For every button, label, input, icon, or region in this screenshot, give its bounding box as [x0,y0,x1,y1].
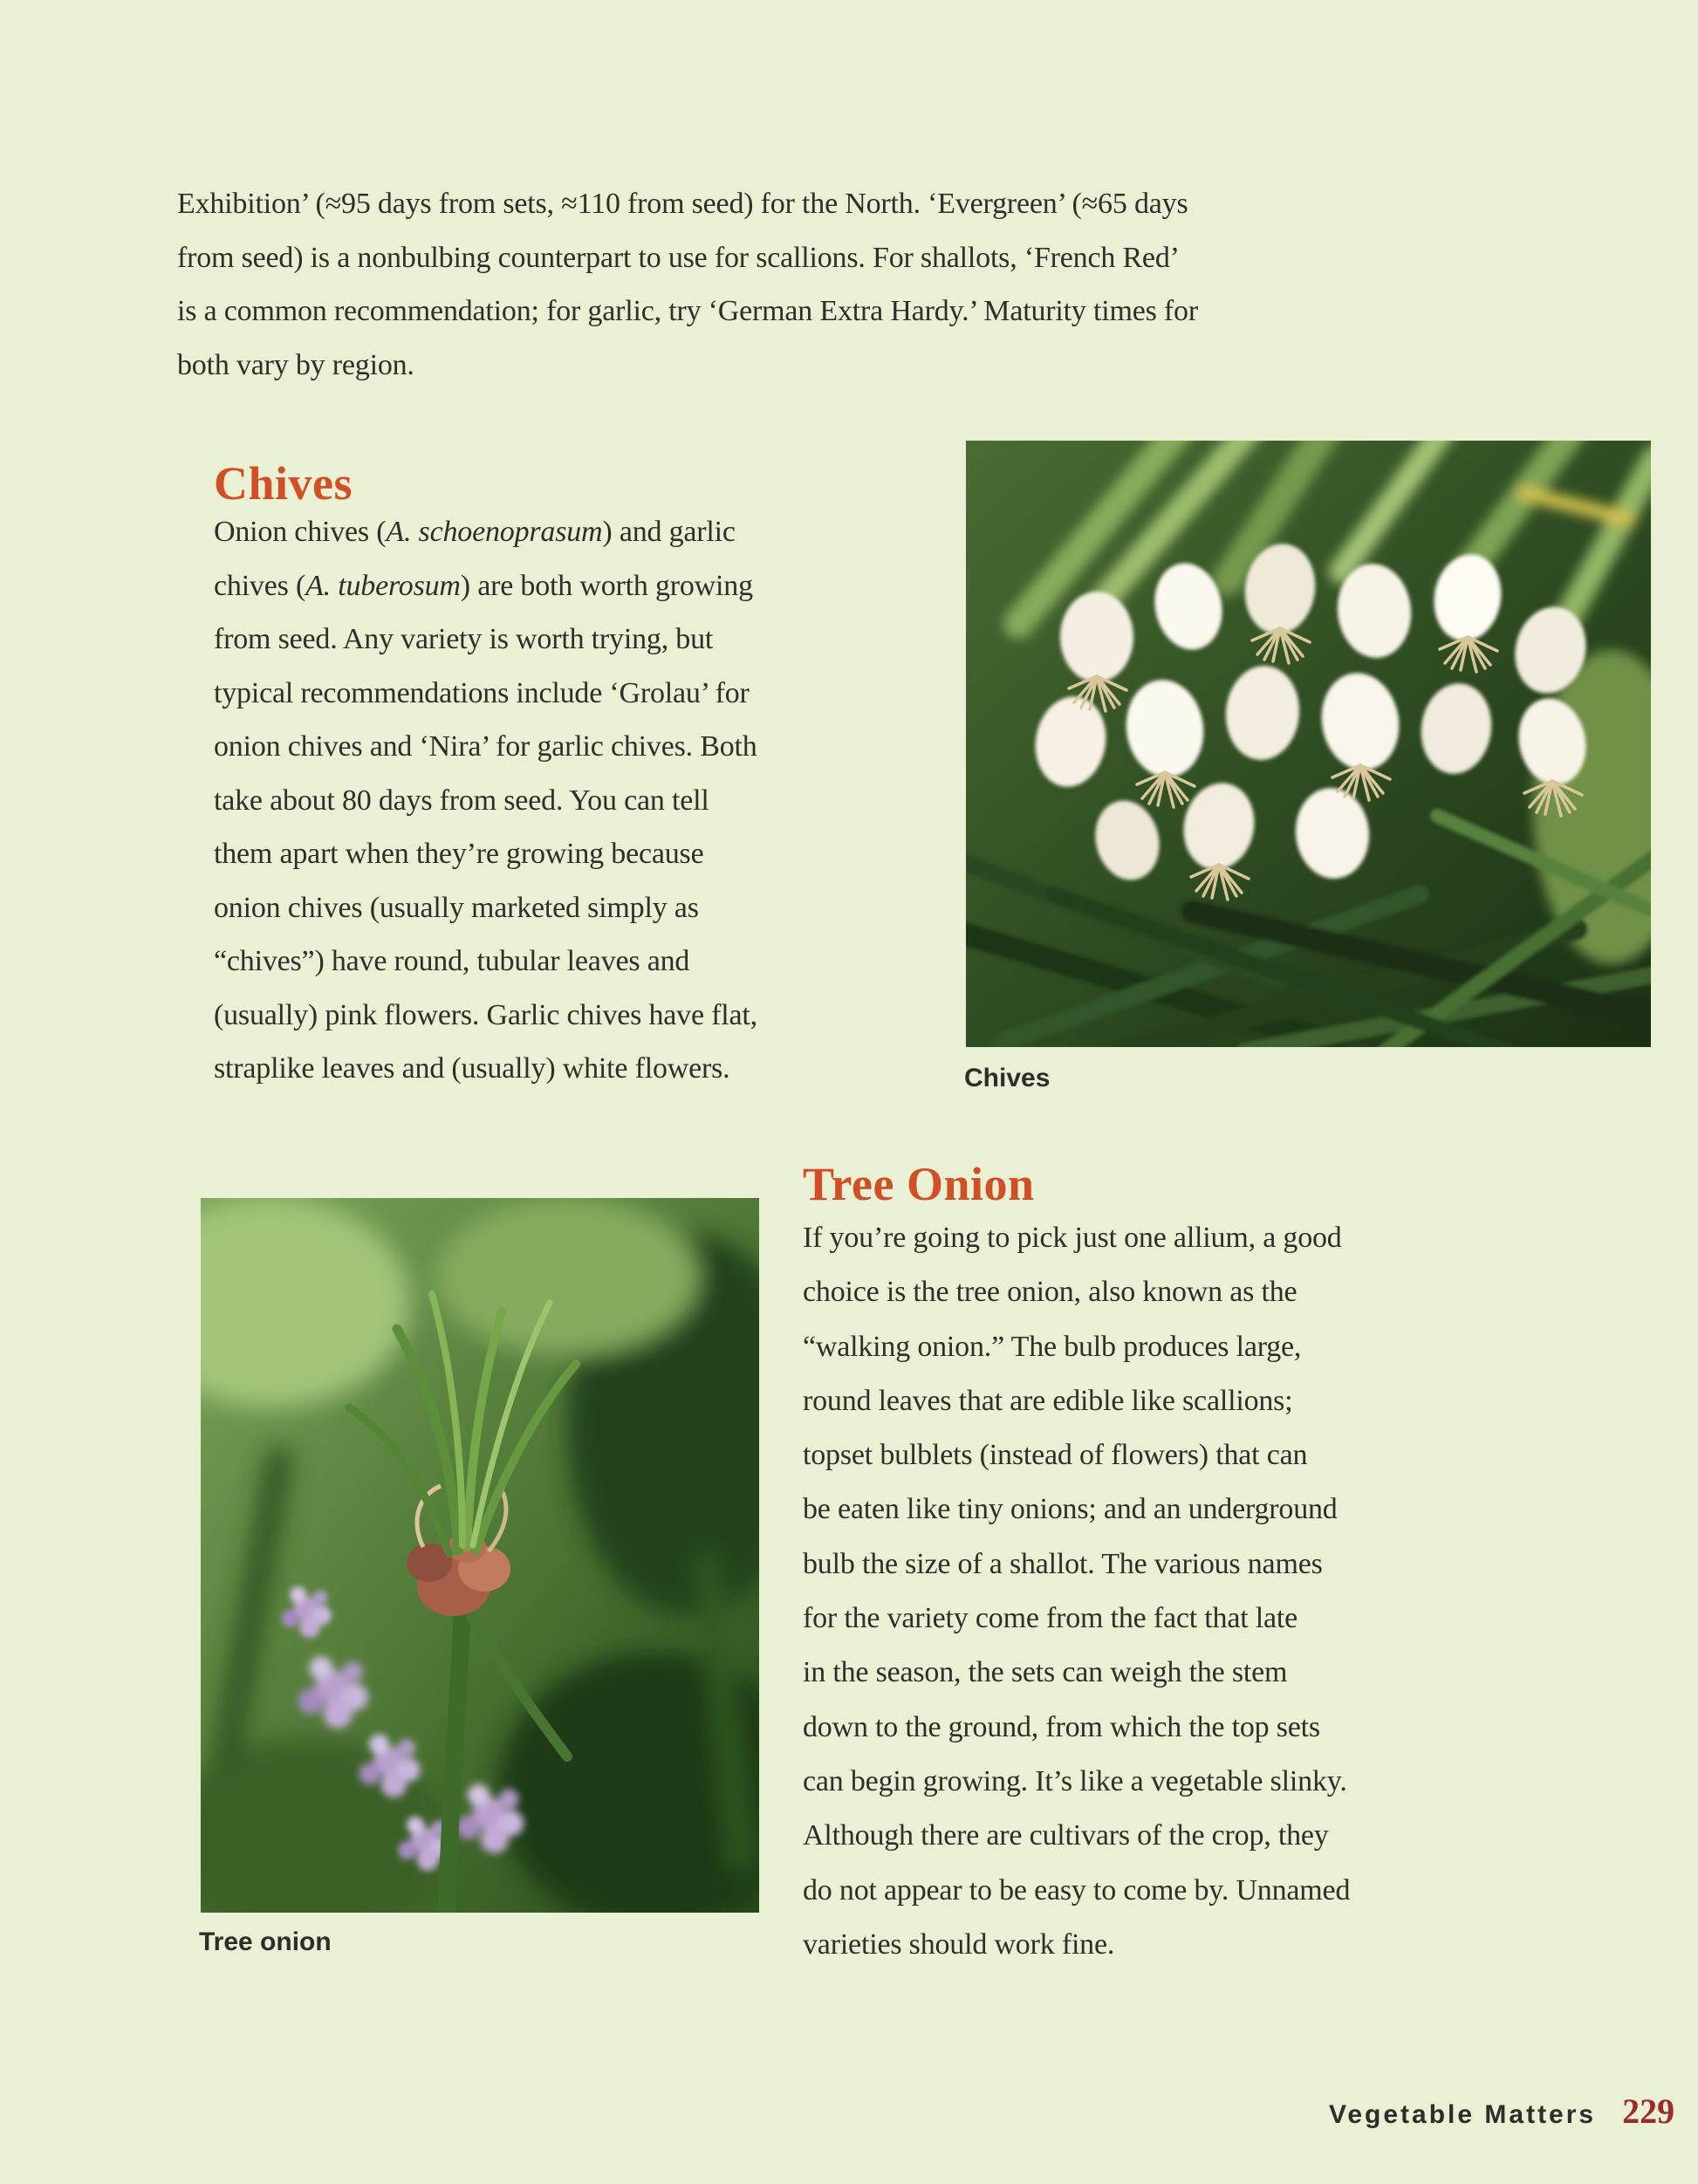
page-number: 229 [1622,2092,1675,2131]
chives-line-text: ) and garlic [602,516,736,548]
intro-paragraph [177,177,1198,392]
chives-line-text: chives ( [214,569,306,602]
chives-line: straplike leaves and (usually) white flowers. [214,1052,730,1085]
intro-line: Exhibition’ (≈95 days from sets, ≈110 from seed) for the North. ‘Evergreen’ (≈65 days [177,188,1188,220]
chives-line: “chives”) have round, tubular leaves and [214,945,690,977]
tree-onion-line: choice is the tree onion, also known as the [803,1276,1297,1309]
chives-line: typical recommendations include ‘Grolau’ for [214,676,750,709]
intro-line: from seed) is a nonbulbing counterpart to use for scallions. For shallots, ‘French Red’ [177,241,1180,274]
tree-onion-line: do not appear to be easy to come by. Unnamed [803,1873,1351,1907]
tree-onion-heading: Tree Onion [803,1158,1035,1210]
chives-line: onion chives (usually marketed simply as [214,891,699,924]
page-footer [1329,2091,1674,2132]
chives-line: onion chives and ‘Nira’ for garlic chives. Both [214,730,757,763]
tree-onion-line: “walking onion.” The bulb produces large, [803,1330,1302,1363]
tree-onion-photo [201,1198,759,1913]
footer-section-label: Vegetable Matters [1329,2100,1597,2129]
chives-photo-caption: Chives [964,1064,1051,1092]
tree-onion-line: Although there are cultivars of the crop, they [803,1819,1329,1852]
chives-photo-illustration [966,441,1651,1047]
chives-line-text: Onion chives ( [214,516,387,548]
tree-onion-line: bulb the size of a shallot. The various names [803,1547,1323,1580]
intro-line: both vary by region. [177,348,414,381]
chives-line: them apart when they’re growing because [214,838,704,870]
tree-onion-paragraph [803,1211,1350,1972]
intro-line: is a common recommendation; for garlic, try ‘German Extra Hardy.’ Maturity times for [177,295,1198,327]
chives-line: from seed. Any variety is worth trying, but [214,623,714,655]
tree-onion-line: be eaten like tiny onions; and an underground [803,1493,1338,1526]
chives-line: take about 80 days from seed. You can tell [214,784,709,817]
chives-line: (usually) pink flowers. Garlic chives have flat, [214,998,757,1031]
tree-onion-photo-illustration [201,1198,759,1913]
tree-onion-line: down to the ground, from which the top sets [803,1710,1320,1743]
chives-paragraph [214,505,757,1096]
chives-photo [966,441,1651,1047]
chives-line-text: ) are both worth growing [460,569,753,602]
chives-heading: Chives [214,457,353,510]
tree-onion-line: round leaves that are edible like scallions; [803,1384,1293,1417]
tree-onion-line: varieties should work fine. [803,1927,1115,1961]
tree-onion-line: can begin growing. It’s like a vegetable slinky. [803,1764,1347,1797]
chives-line [214,505,757,559]
species-name-italic: A. schoenoprasum [386,516,603,548]
tree-onion-line: topset bulblets (instead of flowers) that can [803,1439,1308,1472]
tree-onion-photo-caption: Tree onion [199,1927,332,1956]
tree-onion-line: in the season, the sets can weigh the stem [803,1656,1288,1689]
tree-onion-line: for the variety come from the fact that late [803,1602,1298,1635]
chives-line [214,559,757,613]
species-name-italic: A. tuberosum [305,569,461,602]
tree-onion-line: If you’re going to pick just one allium, a good [803,1222,1342,1254]
